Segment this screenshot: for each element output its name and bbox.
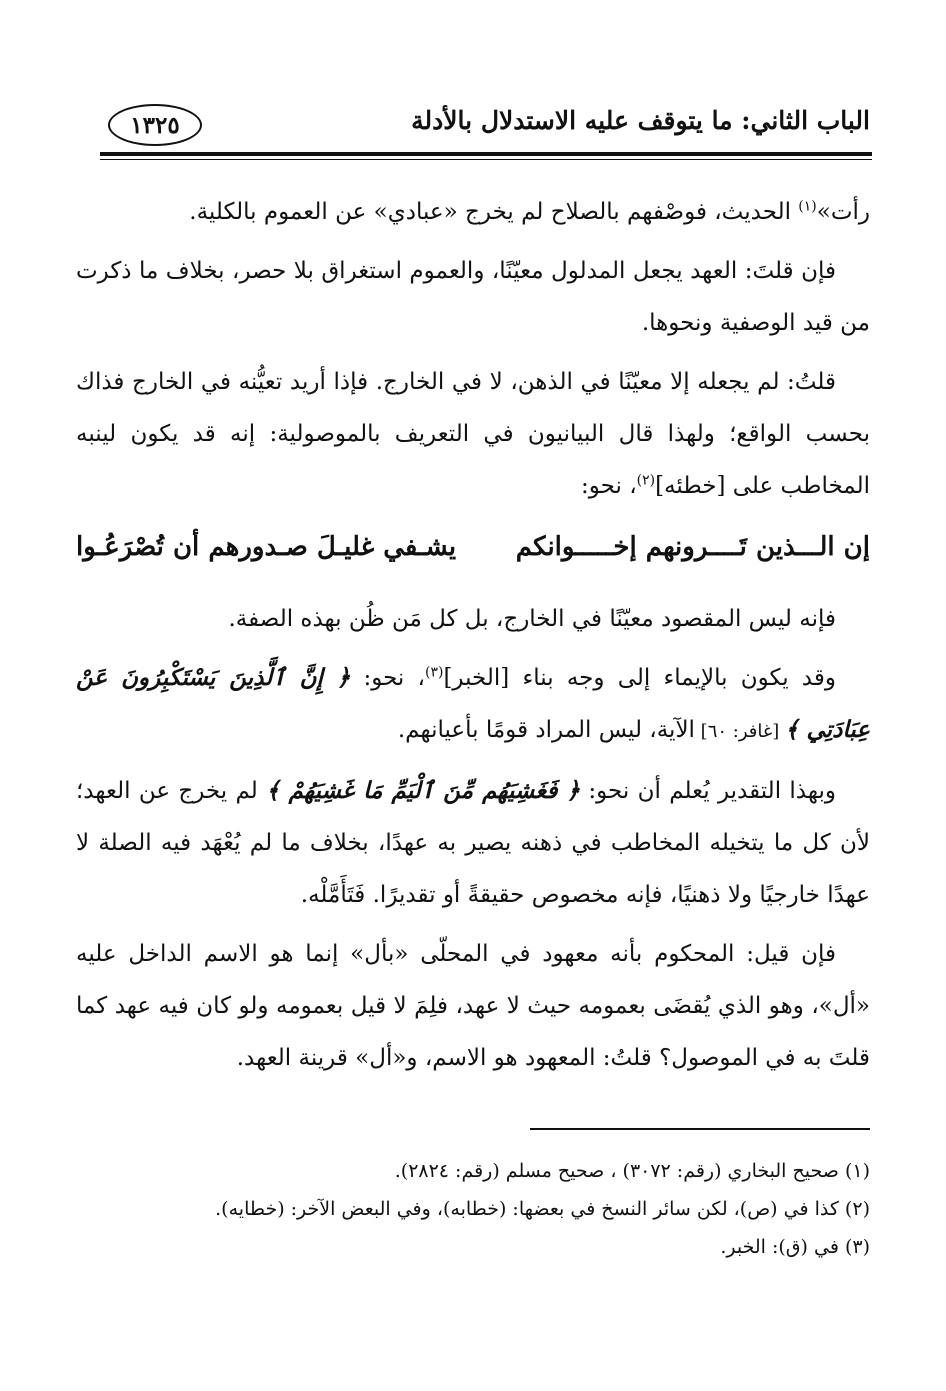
- paragraph-1: [76, 186, 870, 238]
- paragraph-6: [76, 765, 870, 921]
- text: ، نحو:: [350, 665, 425, 691]
- quran-quote: ﴿ فَغَشِيَهُم مِّنَ ٱلْيَمِّ مَا غَشِيَهُمْ ﴾: [266, 777, 581, 804]
- poetry-verse: [76, 519, 870, 575]
- running-title: الباب الثاني: ما يتوقف عليه الاستدلال بالأدلة: [411, 106, 870, 135]
- page-number: ١٣٢٥: [130, 111, 180, 139]
- quran-reference: [غافر: ٦٠]: [694, 721, 786, 742]
- footnote-2: (٢) كذا في (ص)، لكن سائر النسخ في بعضها: (خطابه)، وفي البعض الآخر: (خطايه).: [215, 1198, 870, 1220]
- footnotes: [76, 1152, 870, 1266]
- text: الحديث، فوصْفهم بالصلاح لم يخرج «عبادي» عن العموم بالكلية.: [189, 199, 799, 225]
- footnote-3: (٣) في (ق): الخبر.: [720, 1236, 870, 1258]
- text: الآية، ليس المراد قومًا بأعيانهم.: [397, 717, 695, 743]
- footnote-separator: [530, 1128, 870, 1130]
- paragraph-2: فإن قلتَ: العهد يجعل المدلول معيّنًا، والعموم استغراق بلا حصر، بخلاف ما ذكرت من قيد الوصفية ونحوها.: [76, 258, 870, 336]
- text: وقد يكون بالإيماء إلى وجه بناء [الخبر]: [443, 665, 836, 691]
- header-rule-thin: [100, 159, 872, 160]
- text: ، نحو:: [581, 473, 637, 499]
- quran-quote: ﴿ إِنَّ ٱلَّذِينَ يَسْتَكْبِرُونَ عَنْ عِبَادَتِي ﴾: [76, 664, 870, 743]
- paragraph-5: [76, 652, 870, 758]
- main-text: [76, 186, 870, 1091]
- text: قلتُ: لم يجعله إلا معيّنًا في الذهن، لا في الخارج. فإذا أريد تعيُّنه في الخارج فذاك بحسب الواقع؛ ولهذا قال البيانيون في التعريف بالموصولية: إنه قد يكون لينبه المخاطب على [خطئه]: [76, 369, 870, 499]
- verse-first-hemistich: إن الـــذين تَــــرونهم إخـــــوانكم: [515, 532, 870, 562]
- text: وبهذا التقدير يُعلم أن نحو:: [580, 778, 836, 804]
- verse-second-hemistich: يشـفي غليـلَ صـدورهم أن تُصْرَعُـوا: [76, 532, 457, 562]
- text: لم يخرج عن العهد؛ لأن كل ما يتخيله المخاطب في ذهنه يصير به عهدًا، بخلاف ما لم يُعْهَد فيه الصلة لا عهدًا خارجيًا ولا ذهنيًا، فإنه مخصوص حقيقةً أو تقديرًا. فَتَأَمَّلْه.: [76, 778, 870, 908]
- page-number-badge: [108, 104, 202, 146]
- header-rule-thick: [100, 152, 872, 156]
- footnote-ref-2[interactable]: (٢): [636, 472, 656, 489]
- paragraph-3: [76, 356, 870, 512]
- text: رأت»: [816, 199, 870, 225]
- footnote-ref-3[interactable]: (٣): [424, 664, 444, 681]
- paragraph-7: فإن قيل: المحكوم بأنه معهود في المحلّى «بأل» إنما هو الاسم الداخل عليه «أل»، وهو الذي يُقضَى بعمومه حيث لا عهد، فلِمَ لا قيل بعمومه ولو كان فيه عهد كما قلتَ به في الموصول؟ قلتُ: المعهود هو الاسم، و«أل» قرينة العهد.: [76, 941, 870, 1071]
- footnote-ref-1[interactable]: (١): [798, 198, 817, 215]
- footnote-1: (١) صحيح البخاري (رقم: ٣٠٧٢) ، صحيح مسلم (رقم: ٢٨٢٤).: [394, 1160, 870, 1182]
- paragraph-4: فإنه ليس المقصود معيّنًا في الخارج، بل كل مَن ظُن بهذه الصفة.: [228, 606, 836, 632]
